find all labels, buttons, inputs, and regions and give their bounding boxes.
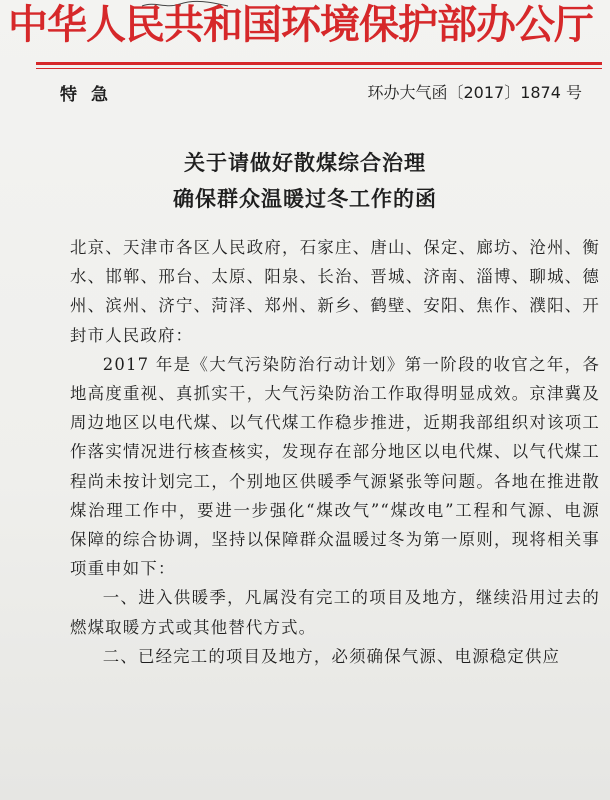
org-letterhead-title: 中华人民共和国环境保护部办公厅 <box>8 2 593 48</box>
document-title-line-1: 关于请做好散煤综合治理 <box>184 150 426 175</box>
document-number: 环办大气函〔2017〕1874 号 <box>367 83 582 102</box>
urgency-label: 特急 <box>60 85 122 105</box>
document-body <box>70 233 600 671</box>
letterhead-red-rule <box>36 62 602 65</box>
body-paragraph-1: 2017 年是《大气污染防治行动计划》第一阶段的收官之年，各地高度重视、真抓实干，大气污染防治工作取得明显成效。京津冀及周边地区以电代煤、以气代煤工作稳步推进，近期我部组织对该项工作落实情况进行核查核实，发现存在部分地区以电代煤、以气代煤工程尚未按计划完工，个别地区供暖季气源紧张等问题。各地在推进散煤治理工作中，要进一步强化“煤改气”“煤改电”工程和气源、电源保障的综合协调，坚持以保障群众温暖过冬为第一原则，现将相关事项重申如下： <box>70 354 600 579</box>
document-title-line-2: 确保群众温暖过冬工作的函 <box>173 186 437 211</box>
body-paragraph-3: 二、已经完工的项目及地方，必须确保气源、电源稳定供应 <box>102 646 561 666</box>
letterhead-red-rule-thin <box>36 68 602 69</box>
addressees-paragraph: 北京、天津市各区人民政府，石家庄、唐山、保定、廊坊、沧州、衡水、邯郸、邢台、太原、阳泉、长治、晋城、济南、淄博、聊城、德州、滨州、济宁、菏泽、郑州、新乡、鹤壁、安阳、焦作、濮阳、开封市人民政府： <box>70 238 600 345</box>
body-paragraph-2: 一、进入供暖季，凡属没有完工的项目及地方，继续沿用过去的燃煤取暖方式或其他替代方式。 <box>70 588 600 637</box>
